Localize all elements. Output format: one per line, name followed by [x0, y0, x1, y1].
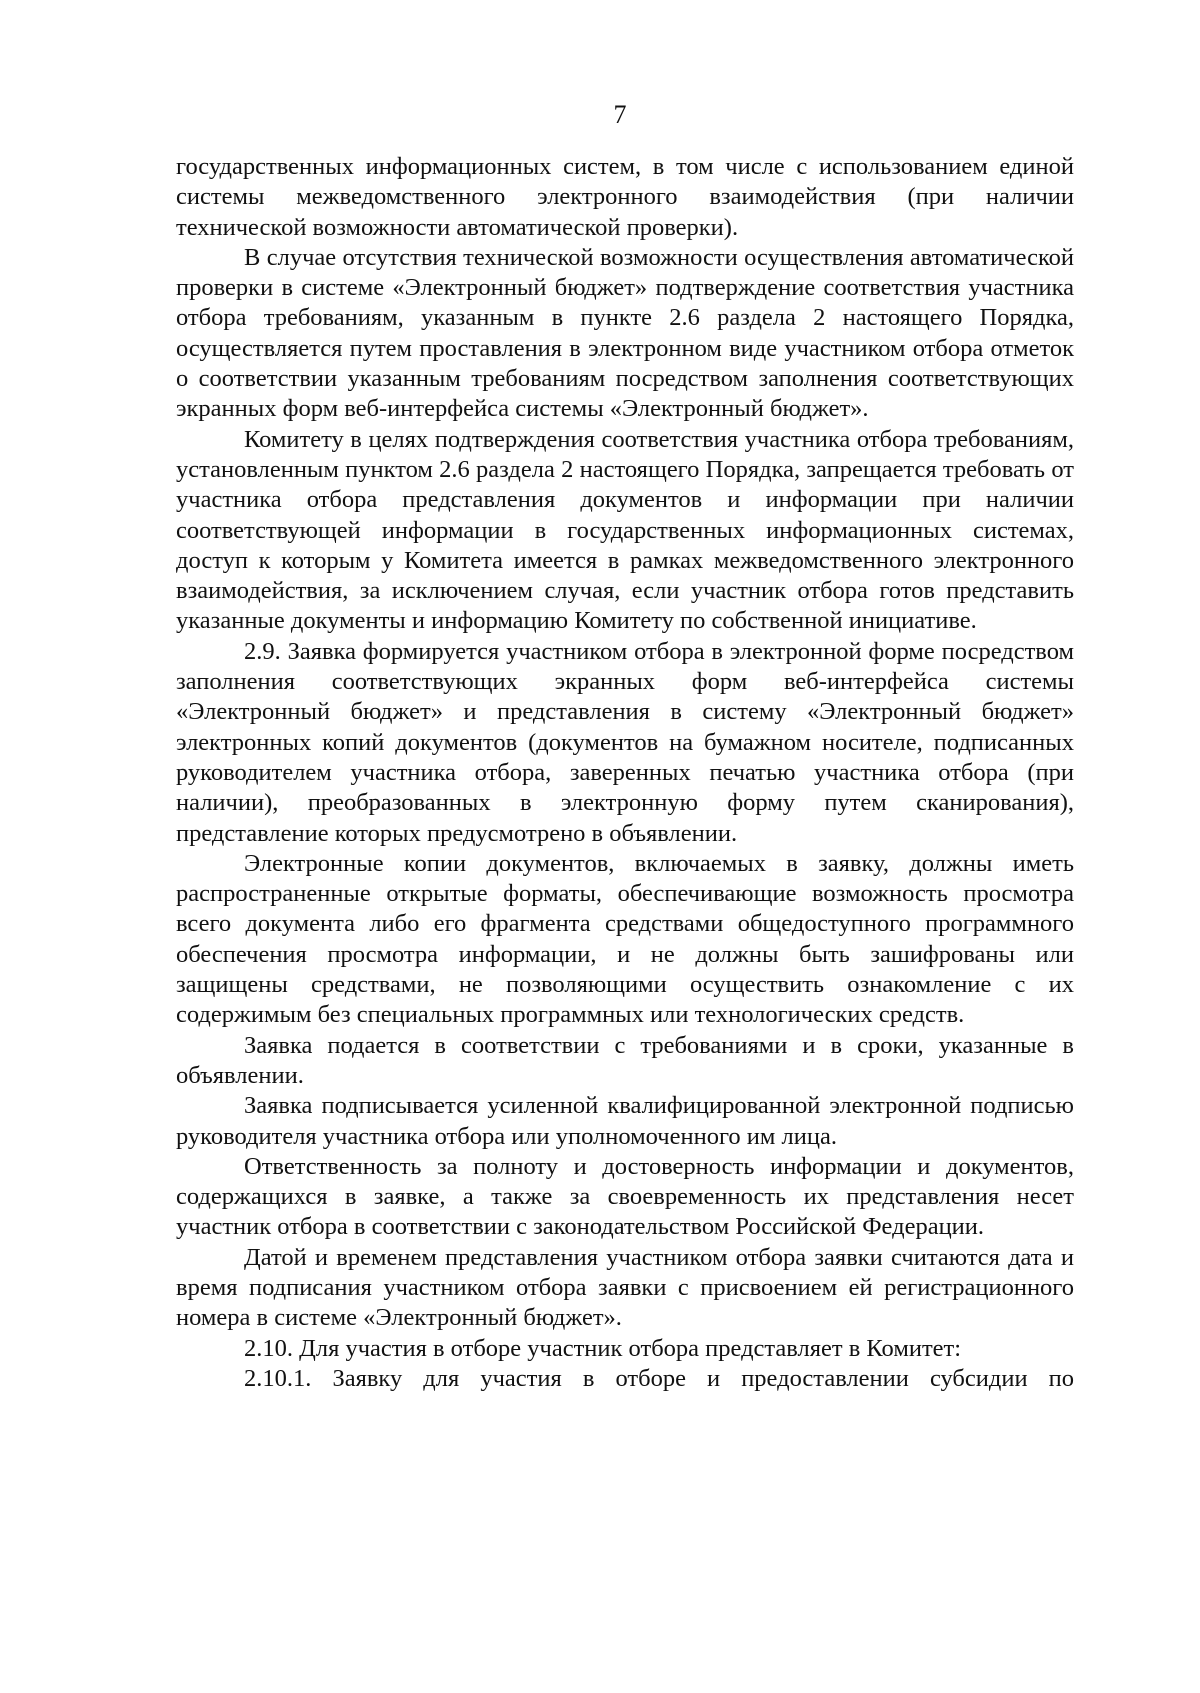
- page-number: 7: [613, 100, 627, 129]
- paragraph: Заявка подписывается усиленной квалифицированной электронной подписью руководителя участника отбора или уполномоченного им лица.: [176, 1092, 1074, 1150]
- paragraph: 2.9. Заявка формируется участником отбора в электронной форме посредством заполнения соответствующих экранных форм веб-интерфейса системы «Электронный бюджет» и представления в систему «Электронный бюджет» электронных копий документов (документов на бумажном носителе, подписанных руководителем участника отбора, заверенных печатью участника отбора (при наличии), преобразованных в электронную форму путем сканирования), представление которых предусмотрено в объявлении.: [176, 637, 1074, 847]
- paragraph: Комитету в целях подтверждения соответствия участника отбора требованиям, установленным пунктом 2.6 раздела 2 настоящего Порядка, запрещается требовать от участника отбора представления документов и информации при наличии соответствующей информации в государственных информационных системах, доступ к которым у Комитета имеется в рамках межведомственного электронного взаимодействия, за исключением случая, если участник отбора готов представить указанные документы и информацию Комитету по собственной инициативе.: [176, 425, 1074, 635]
- paragraph: Датой и временем представления участником отбора заявки считаются дата и время подписания участником отбора заявки с присвоением ей регистрационного номера в системе «Электронный бюджет».: [176, 1243, 1074, 1332]
- paragraph: Заявка подается в соответствии с требованиями и в сроки, указанные в объявлении.: [176, 1031, 1074, 1089]
- paragraph: 2.10.1. Заявку для участия в отборе и предоставлении субсидии по: [244, 1364, 1074, 1392]
- document-body: [176, 152, 1074, 1394]
- paragraph: 2.10. Для участия в отборе участник отбора представляет в Комитет:: [244, 1334, 962, 1362]
- paragraph: государственных информационных систем, в том числе с использованием единой системы межведомственного электронного взаимодействия (при наличии технической возможности автоматической проверки).: [176, 153, 1074, 241]
- paragraph: Электронные копии документов, включаемых в заявку, должны иметь распространенные открытые форматы, обеспечивающие возможность просмотра всего документа либо его фрагмента средствами общедоступного программного обеспечения просмотра информации, и не должны быть зашифрованы или защищены средствами, не позволяющими осуществить ознакомление с их содержимым без специальных программных или технологических средств.: [176, 849, 1074, 1029]
- paragraph: В случае отсутствия технической возможности осуществления автоматической проверки в системе «Электронный бюджет» подтверждение соответствия участника отбора требованиям, указанным в пункте 2.6 раздела 2 настоящего Порядка, осуществляется путем проставления в электронном виде участником отбора отметок о соответствии указанным требованиям посредством заполнения соответствующих экранных форм веб-интерфейса системы «Электронный бюджет».: [176, 243, 1074, 423]
- paragraph: Ответственность за полноту и достоверность информации и документов, содержащихся в заявке, а также за своевременность их представления несет участник отбора в соответствии с законодательством Российской Федерации.: [176, 1152, 1074, 1241]
